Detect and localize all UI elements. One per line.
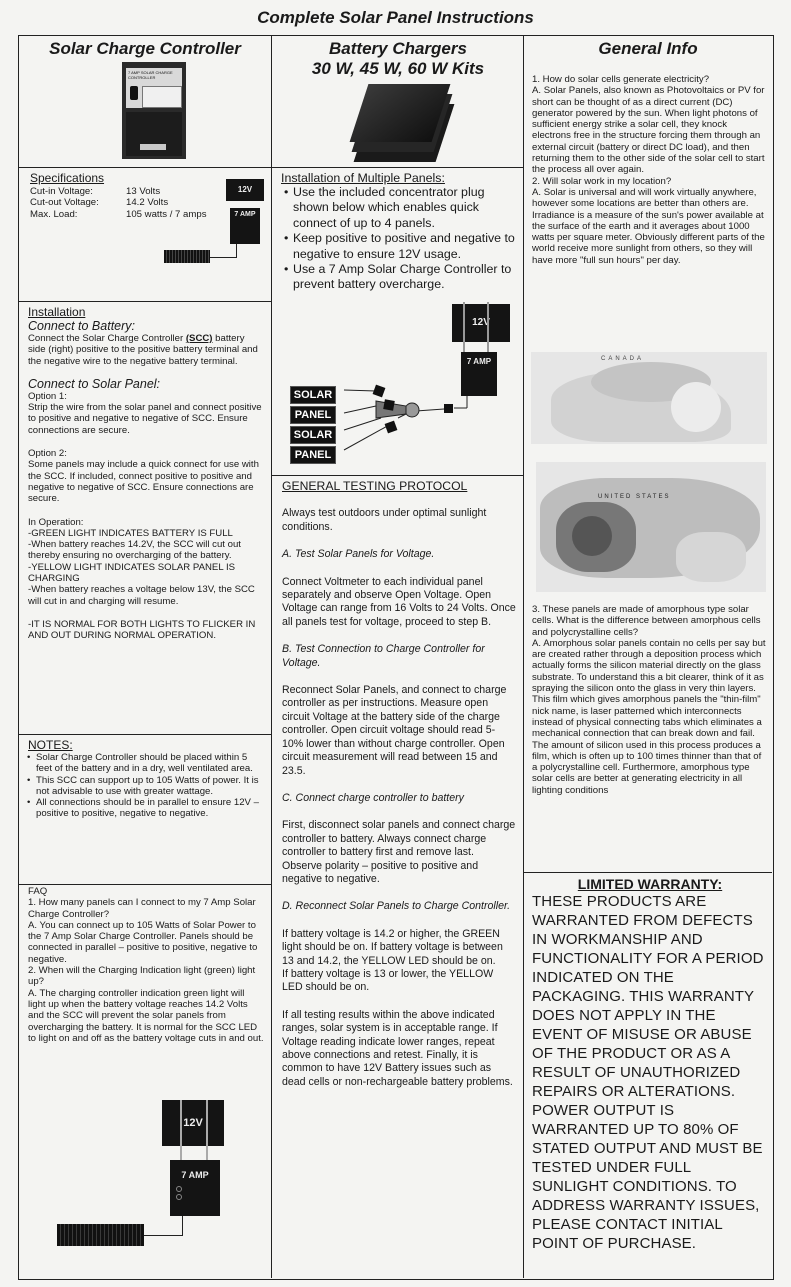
notes-heading: NOTES: — [28, 738, 73, 752]
wire — [236, 244, 237, 258]
controller-diagram — [170, 1160, 220, 1216]
test-d-text-3: If all testing results within the above indicated ranges, solar system is in acceptable range. If Voltage reading indicate lower ranges, repeat above connections and retest. Finally, it is common to have 12V Battery issues such as dead cells or non-rechargeable battery problems. — [282, 1008, 513, 1088]
wire — [210, 257, 237, 258]
controller-photo — [122, 62, 186, 159]
list-item: • Keep positive to positive and negative to negative to ensure 12V usage. — [293, 231, 517, 262]
solar-panel-label: SOLAR — [290, 386, 336, 404]
connect-battery-heading: Connect to Battery: — [28, 319, 136, 333]
battery-diagram — [226, 179, 264, 201]
united-states-map — [536, 462, 766, 592]
list-item: • Solar Charge Controller should be placed within 5 feet of the battery and in a dry, well ventilated area. — [36, 752, 264, 775]
spec-label: Cut-in Voltage: — [30, 186, 93, 197]
list-item: • All connections should be in parallel to ensure 12V – positive to positive, negative to negative. — [36, 797, 264, 820]
testing-protocol-section — [282, 480, 516, 1089]
test-d-heading: D. Reconnect Solar Panels to Charge Controller. — [282, 900, 511, 913]
column-divider-2 — [523, 35, 524, 1278]
column-heading-chargers-line1: Battery Chargers — [329, 39, 467, 58]
faq-question-2: 2. When will the Charging Indication light (green) light up? — [28, 965, 256, 988]
general-info-section — [532, 74, 768, 266]
column-heading-chargers — [273, 39, 523, 79]
test-d-text-1: If battery voltage is 14.2 or higher, the GREEN light should be on. If battery voltage is between 13 and 14.2, the YELLOW LED should be on. — [282, 927, 503, 967]
multiple-panels-list — [281, 185, 517, 293]
test-c-text: First, disconnect solar panels and connect charge controller to battery. Always connect charge controller to battery first and remove last. Observe polarity – positive to positive and negative to negative. — [282, 819, 516, 885]
scc-abbr: (SCC) — [185, 333, 213, 344]
row-divider — [271, 475, 523, 476]
test-a-text: Connect Voltmeter to each individual panel separately and observe Open Voltage. Open Voltage can range from 16 Volts to 24 Volts. Once all panels test for voltage, proceed to step B. — [282, 575, 516, 628]
spec-label: Max. Load: — [30, 208, 78, 220]
multiple-panels-heading: Installation of Multiple Panels: — [281, 171, 445, 185]
option-2-label: Option 2: — [28, 448, 67, 460]
installation-section — [28, 305, 264, 642]
option-2-text: Some panels may include a quick connect for use with the SCC. If included, connect positive to positive and negative to negative of SCC. Ensure connections are secure. — [28, 459, 259, 505]
faq-question-1: 1. How many panels can I connect to my 7 Amp Solar Charge Controller? — [28, 897, 256, 920]
controller-label: 7 AMP — [181, 1170, 209, 1180]
operation-flicker: -IT IS NORMAL FOR BOTH LIGHTS TO FLICKER IN AND OUT DURING NORMAL OPERATION. — [28, 618, 256, 642]
operation-cutout: -When battery reaches 14.2V, the SCC will cut out thereby ensuring no overcharging of the battery. — [28, 539, 241, 562]
united-states-map-label: UNITED STATES — [598, 494, 671, 500]
battery-label: 12V — [472, 317, 490, 328]
wire — [182, 1216, 183, 1236]
controller-label: 7 AMP — [466, 357, 492, 366]
option-1-text: Strip the wire from the solar panel and connect positive to positive and negative to negative of SCC. Ensure connections are secure. — [28, 402, 262, 436]
multiple-panels-section — [281, 171, 517, 293]
page-title: Complete Solar Panel Instructions — [257, 8, 534, 27]
spec-value: 14.2 Volts — [126, 197, 169, 209]
connect-panel-heading: Connect to Solar Panel: — [28, 376, 161, 391]
wire — [206, 1100, 208, 1168]
solar-panel-diagram — [164, 250, 210, 263]
faq-heading: FAQ — [28, 886, 48, 897]
info-question-1: 1. How do solar cells generate electricity? — [532, 74, 710, 85]
controller-label: 7 AMP — [234, 211, 256, 218]
connect-battery-text — [28, 333, 264, 367]
row-divider — [18, 301, 271, 302]
column-heading-chargers-line2: 30 W, 45 W, 60 W Kits — [311, 59, 485, 78]
solar-panel-label: SOLAR — [290, 426, 336, 444]
wire — [180, 1100, 182, 1168]
column-divider-1 — [271, 35, 272, 1278]
battery-label: 12V — [183, 1117, 203, 1129]
notes-list — [28, 752, 264, 820]
notes-section — [28, 738, 264, 820]
operation-green: -GREEN LIGHT INDICATES BATTERY IS FULL — [28, 527, 233, 539]
option-1-label: Option 1: — [28, 390, 67, 402]
wire — [144, 1235, 183, 1236]
list-item: • This SCC can support up to 105 Watts of power. It is not advisable to use with greater wattage. — [36, 775, 264, 798]
canada-map-label: CANADA — [601, 356, 645, 362]
text: Connect the Solar Charge Controller — [28, 333, 186, 344]
row-divider — [18, 884, 271, 885]
spec-value: 105 watts / 7 amps — [126, 208, 207, 220]
solar-panel-diagram — [57, 1224, 144, 1246]
test-a-heading: A. Test Solar Panels for Voltage. — [282, 548, 435, 561]
testing-intro: Always test outdoors under optimal sunlight conditions. — [282, 507, 487, 533]
test-d-text-2: If battery voltage is 13 or lower, the YELLOW LED should be on. — [282, 967, 494, 994]
row-divider — [18, 734, 271, 735]
spec-label: Cut-out Voltage: — [30, 197, 99, 209]
row-divider — [523, 872, 772, 873]
battery-label: 12V — [237, 185, 253, 194]
test-c-heading: C. Connect charge controller to battery — [282, 791, 464, 804]
info-answer-3: A. Amorphous solar panels contain no cells per say but are created rather through a deposition process which actually forms the silicon material directly on the glass substrate. To understand this a bit clearer, think of it as spraying the silicon onto the glass in very thin layers. This film which gives amorphous panels the "thin-film" nick name, is laser patterned which interconnects instead of physical connecting tabs which eliminates a mechanical connection that can break down and fail. The amount of silicon used in this process produces a film, which is often up to 100 times thinner than that of a polycrystalline cell. Furthermore, amorphous type solar cells are better at generating electricity in all lighting conditions — [532, 637, 766, 796]
info-answer-2: A. Solar is universal and will work virtually anywhere, however some locations are better than others are. Irradiance is a measure of the sun's power available at the surface of the earth and it averages about 1000 watts per square meter. Obviously different parts of the world receive more sunlight from others, so they will have more "full sun hours" per day. — [532, 186, 765, 266]
text: battery side (right) positive to the positive battery terminal and the negative wire to the negative battery terminal. — [28, 333, 258, 367]
info-question-3: 3. These panels are made of amorphous type solar cells. What is the difference between amorphous cells and polycrystalline cells? — [532, 604, 761, 638]
info-answer-1: A. Solar Panels, also known as Photovoltaics or PV for short can be thought of as a direct current (DC) generator powered by the sun. When light photons of sufficient energy strike a solar cell, they knock electrons free in the structure forcing them through an external circuit (battery or direct DC load), and then returning them to the other side of the solar cell to start the process all over again. — [532, 85, 765, 176]
faq-section — [28, 886, 264, 1044]
stacked-panels-photo — [355, 80, 447, 166]
test-b-text: Reconnect Solar Panels, and connect to charge controller as per instructions. Measure open circuit Voltage at the battery side of the charge controller. Open circuit voltage should read 5-10% lower than without charge controller. Open circuit measurement will read between 15 and 23.5. — [282, 684, 507, 777]
solar-panel-label: PANEL — [290, 406, 336, 424]
spec-value: 13 Volts — [126, 186, 161, 197]
faq-answer-2: A. The charging controller indication green light will light up when the battery voltage reaches 14.2 Volts and the SCC will prevent the solar panels from overcharging the battery. It is normal for the SCC LED to light on and off as the battery voltage cuts in and out. — [28, 987, 264, 1044]
battery-diagram — [162, 1100, 224, 1146]
operation-yellow: -YELLOW LIGHT INDICATES SOLAR PANEL IS CHARGING — [28, 561, 236, 585]
list-item: • Use a 7 Amp Solar Charge Controller to prevent battery overcharge. — [293, 262, 517, 293]
row-divider — [18, 167, 523, 168]
operation-label: In Operation: — [28, 516, 84, 528]
specifications-table — [30, 186, 230, 220]
test-b-heading: B. Test Connection to Charge Controller for Voltage. — [282, 643, 485, 669]
info-question-2: 2. Will solar work in my location? — [532, 175, 672, 187]
warranty-heading: LIMITED WARRANTY: — [577, 876, 723, 892]
solar-panel-label: PANEL — [290, 446, 336, 464]
installation-heading: Installation — [28, 305, 86, 319]
controller-diagram — [230, 208, 260, 244]
list-item: • Use the included concentrator plug shown below which enables quick connect of up to 4 panels. — [293, 185, 517, 231]
canada-map — [531, 352, 767, 444]
warranty-text: THESE PRODUCTS ARE WARRANTED FROM DEFECTS IN WORKMANSHIP AND FUNCTIONALITY FOR A PERIOD INDICATED ON THE PACKAGING. THIS WARRANTY DOES NOT APPLY IN THE EVENT OF MISUSE OR ABUSE OF THE PRODUCT OR AS A RESULT OF UNAUTHORIZED REPAIRS OR ALTERATIONS. POWER OUTPUT IS WARRANTED UP TO 80% OF STATED OUTPUT AND MUST BE TESTED UNDER FULL SUNLIGHT CONDITIONS. TO ADDRESS WARRANTY ISSUES, PLEASE CONTACT INITIAL POINT OF PURCHASE. — [532, 893, 764, 1252]
controller-photo-label: 7 AMP SOLAR CHARGE CONTROLLER — [128, 70, 173, 80]
column-heading-controller: Solar Charge Controller — [49, 39, 241, 58]
column-heading-general-info: General Info — [598, 39, 698, 58]
amorphous-section — [532, 604, 768, 796]
testing-heading: GENERAL TESTING PROTOCOL — [282, 479, 468, 493]
warranty-section — [532, 876, 768, 1253]
faq-answer-1: A. You can connect up to 105 Watts of Solar Power to the 7 Amp Solar Charge Controller. Panels should be connected in parallel – positive to positive, negative to negative. — [28, 919, 258, 965]
specifications-heading: Specifications — [30, 171, 105, 185]
operation-cutin: -When battery reaches a voltage below 13V, the SCC will cut in and charging will resume. — [28, 584, 255, 607]
